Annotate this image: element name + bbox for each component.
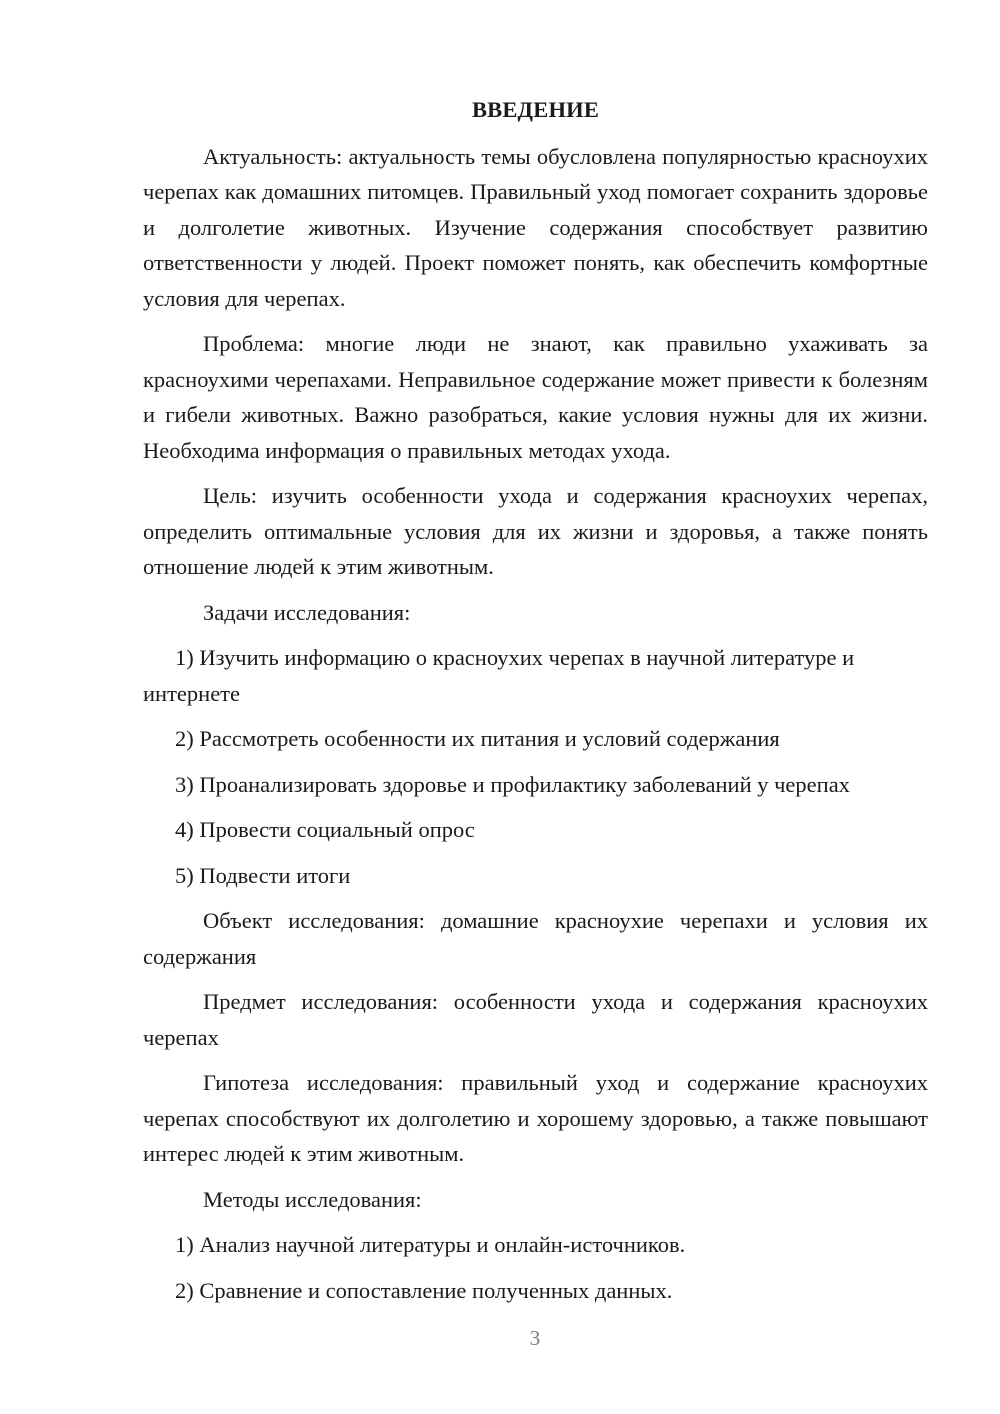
section-title: ВВЕДЕНИЕ xyxy=(471,97,600,122)
hypothesis-paragraph: Гипотеза исследования: правильный уход и содержание красноухих черепах способствуют их долголетию и хорошему здоровью, а также повышают интерес людей к этим животным. xyxy=(143,1070,928,1166)
object-paragraph: Объект исследования: домашние красноухие черепахи и условия их содержания xyxy=(143,908,928,969)
problem-paragraph: Проблема: многие люди не знают, как правильно ухаживать за красноухими черепахами. Неправильное содержание может привести к болезням и гибели животных. Важно разобраться, какие условия нужны для их жизни. Необходима информация о правильных методах ухода. xyxy=(143,331,928,463)
page-number: 3 xyxy=(529,1326,541,1350)
tasks-heading: Задачи исследования: xyxy=(203,599,411,625)
subject-paragraph: Предмет исследования: особенности ухода и содержания красноухих черепах xyxy=(143,989,928,1050)
goal-paragraph: Цель: изучить особенности ухода и содержания красноухих черепах, определить оптимальные условия для их жизни и здоровья, а также понять отношение людей к этим животным. xyxy=(143,483,928,579)
relevance-paragraph: Актуальность: актуальность темы обусловлена популярностью красноухих черепах как домашних питомцев. Правильный уход помогает сохранить здоровье и долголетие животных. Изучение содержания способствует развитию ответственности у людей. Проект поможет понять, как обеспечить комфортные условия для черепах. xyxy=(143,143,928,311)
task-item-2: 2) Рассмотреть особенности их питания и условий содержания xyxy=(175,726,780,751)
methods-heading: Методы исследования: xyxy=(203,1186,422,1212)
task-item-4: 4) Провести социальный опрос xyxy=(175,817,475,842)
task-item-1: 1) Изучить информацию о красноухих черепах в научной литературе и интернете xyxy=(143,645,855,706)
method-item-2: 2) Сравнение и сопоставление полученных данных. xyxy=(175,1277,673,1303)
page-content xyxy=(143,92,928,1318)
task-item-5: 5) Подвести итоги xyxy=(175,862,351,888)
task-item-3: 3) Проанализировать здоровье и профилактику заболеваний у черепах xyxy=(175,771,850,797)
method-item-1: 1) Анализ научной литературы и онлайн-источников. xyxy=(175,1232,686,1257)
